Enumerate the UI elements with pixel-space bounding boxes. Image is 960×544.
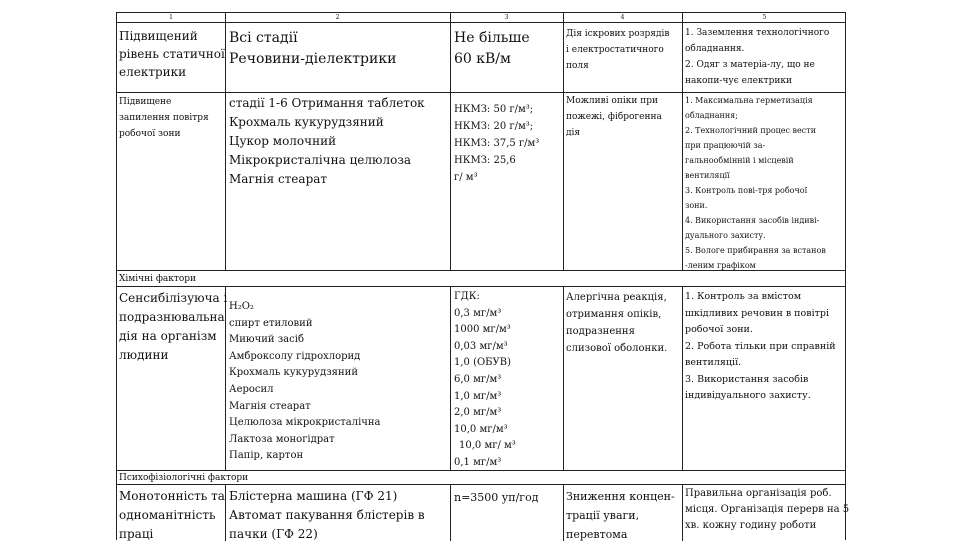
column-rule	[450, 484, 451, 541]
cell-line: 1000 мг/м³	[454, 324, 511, 336]
cell-line: Блістерна машина (ГФ 21)	[229, 489, 398, 503]
cell-line: Підвищений	[119, 29, 198, 43]
cell-line: 6,0 мг/м³	[454, 373, 502, 385]
cell-line: ГДК:	[454, 291, 480, 302]
measures-cell	[685, 486, 849, 534]
cell-line: Магнія стеарат	[229, 172, 328, 186]
source-cell	[229, 94, 425, 189]
cell-line: Алергічна реакція,	[566, 292, 667, 303]
cell-line: людини	[119, 348, 169, 362]
cell-line: НКМЗ: 25,6	[454, 155, 516, 166]
cell-line: Крохмаль кукурудзяний	[229, 115, 384, 129]
norm-cell	[454, 101, 539, 186]
cell-line: і електростатичного	[566, 45, 664, 55]
cell-line: спирт етиловий	[229, 317, 313, 329]
cell-line: Миючий засіб	[229, 334, 304, 346]
section-label-chemical: Хімічні фактори	[119, 274, 197, 284]
cell-line: 2,0 мг/м³	[454, 407, 502, 419]
cell-line: вентиляції	[685, 171, 730, 180]
cell-line: 1. Максимальна герметизація	[685, 96, 813, 105]
cell-line: обладнання.	[685, 44, 745, 54]
effect-cell	[566, 93, 662, 141]
cell-line: трації уваги,	[566, 509, 640, 522]
cell-line: 0,1 мг/м³	[454, 456, 502, 468]
cell-line: Можливі опіки при	[566, 96, 658, 106]
cell-line: хв. кожну годину роботи	[685, 520, 817, 531]
factor-cell	[119, 487, 225, 544]
cell-line: дуального захисту.	[685, 231, 766, 240]
cell-line: Зниження концен-	[566, 490, 675, 503]
column-rule	[225, 13, 226, 270]
cell-line: Підвищене	[119, 97, 172, 107]
cell-line: 1,0 мг/м³	[454, 390, 502, 402]
cell-line: НКМЗ: 20 г/м³;	[454, 121, 534, 132]
norm-cell	[454, 289, 516, 472]
cell-line: Автомат пакування блістерів в	[229, 508, 425, 522]
column-number: 3	[504, 14, 509, 21]
cell-line: НКМЗ: 37,5 г/м³	[454, 138, 540, 149]
measures-cell	[685, 289, 836, 405]
cell-line: поля	[566, 61, 589, 71]
cell-line: слизової оболонки.	[566, 343, 668, 354]
cell-line: Дія іскрових розрядів	[566, 29, 670, 39]
cell-line: пачки (ГФ 22)	[229, 527, 318, 541]
column-number: 2	[335, 14, 340, 21]
cell-line: пожежі, фіброгенна	[566, 112, 662, 122]
column-number: 1	[169, 14, 173, 21]
factor-cell	[119, 94, 209, 142]
effect-cell	[566, 289, 667, 357]
column-rule	[450, 286, 451, 470]
cell-line: 60 кВ/м	[454, 51, 511, 67]
cell-line: отримання опіків,	[566, 309, 662, 320]
cell-line: 10,0 мг/м³	[454, 423, 508, 435]
cell-line: 5. Вологе прибирання за встанов	[685, 246, 826, 255]
cell-line: НКМЗ: 50 г/м³;	[454, 104, 534, 115]
cell-line: 3. Використання засобів	[685, 373, 809, 385]
cell-line: n=3500 уп/год	[454, 491, 539, 504]
cell-line: Сенсибілізуюча і	[119, 291, 228, 305]
cell-line: Всі стадії	[229, 30, 298, 46]
cell-line: 0,03 мг/м³	[454, 340, 508, 352]
norm-cell	[454, 28, 530, 70]
cell-line: 2. Робота тільки при справній	[685, 340, 836, 352]
cell-line: Целюлоза мікрокристалічна	[229, 417, 381, 429]
cell-line: -леним графіком	[685, 261, 756, 270]
cell-line: 0,3 мг/м³	[454, 307, 502, 319]
cell-line: місця. Організація перерв на 5	[685, 504, 850, 515]
cell-line: електрики	[119, 65, 187, 79]
cell-line: 10,0 мг/ м³	[459, 440, 516, 452]
cell-line: робочої зони.	[685, 324, 753, 335]
cell-line: Правильна організація роб.	[685, 488, 832, 499]
row-rule	[117, 286, 845, 287]
cell-line: 1. Заземлення технологічного	[685, 28, 830, 38]
cell-line: обладнання;	[685, 111, 738, 120]
measures-cell	[685, 25, 829, 89]
cell-line: подразнення	[566, 326, 635, 337]
cell-line: Папір, картон	[229, 450, 304, 462]
cell-line: перевтома	[566, 528, 628, 541]
cell-line: шкідливих речовин в повітрі	[685, 307, 829, 319]
cell-line: г/ м³	[454, 172, 478, 183]
row-rule	[117, 484, 845, 485]
factor-cell	[119, 27, 225, 81]
cell-line: запилення повітря	[119, 113, 209, 123]
cell-line: 4. Використання засобів індиві-	[685, 216, 820, 225]
effect-cell	[566, 487, 675, 544]
header-rule	[117, 22, 845, 23]
column-rule	[563, 13, 564, 270]
column-rule	[682, 286, 683, 470]
cell-line: при працюючій за-	[685, 141, 766, 150]
column-rule	[225, 484, 226, 541]
norm-cell	[454, 488, 538, 507]
cell-line: Речовини-діелектрики	[229, 51, 397, 67]
cell-line: 1. Контроль за вмістом	[685, 291, 802, 302]
cell-line: подразнювальна	[119, 310, 225, 324]
factor-cell	[119, 289, 227, 365]
cell-line: гальнообмінній і місцевій	[685, 156, 794, 165]
column-rule	[682, 13, 683, 270]
cell-line: дія на організм	[119, 329, 217, 343]
column-rule	[563, 286, 564, 470]
cell-line: вентиляції.	[685, 357, 742, 368]
cell-line: дія	[566, 128, 581, 138]
cell-line: зони.	[685, 201, 708, 210]
effect-cell	[566, 26, 669, 74]
cell-line: 3. Контроль пові-тря робочої	[685, 186, 808, 195]
column-rule	[450, 13, 451, 270]
cell-line: Магнія стеарат	[229, 400, 311, 412]
column-rule	[563, 484, 564, 541]
cell-line: Цукор молочний	[229, 134, 337, 148]
cell-line: накопи-чує електрики	[685, 76, 792, 86]
cell-line: Монотонність та	[119, 489, 225, 503]
measures-cell	[685, 93, 826, 273]
cell-line: Не більше	[454, 30, 530, 46]
cell-line: рівень статичної	[119, 47, 225, 61]
source-cell	[229, 28, 396, 70]
cell-line: одноманітність	[119, 508, 216, 522]
column-number: 5	[762, 14, 767, 21]
cell-line: Мікрокристалічна целюлоза	[229, 153, 412, 167]
cell-line: Амброксолу гідрохлорид	[229, 350, 361, 362]
cell-line: Аеросил	[229, 383, 274, 395]
cell-line: Крохмаль кукурудзяний	[229, 367, 358, 379]
cell-line: 2. Технологічний процес вести	[685, 126, 817, 135]
column-rule	[682, 484, 683, 541]
column-number: 4	[620, 14, 625, 21]
cell-line: Лактоза моногідрат	[229, 433, 335, 445]
cell-line: праці	[119, 527, 154, 541]
cell-line: індивідуального захисту.	[685, 390, 811, 401]
source-cell	[229, 487, 425, 544]
section-label-psycho: Психофізіологічні фактори	[119, 473, 249, 483]
source-cell	[229, 299, 381, 465]
cell-line: 1,0 (ОБУВ)	[454, 357, 512, 369]
cell-line: 2. Одяг з матеріа-лу, що не	[685, 60, 815, 70]
cell-line: стадії 1-6 Отримання таблеток	[229, 96, 425, 110]
cell-line: робочої зони	[119, 129, 181, 139]
hazard-table	[116, 12, 850, 541]
cell-line: H₂O₂	[229, 301, 254, 312]
